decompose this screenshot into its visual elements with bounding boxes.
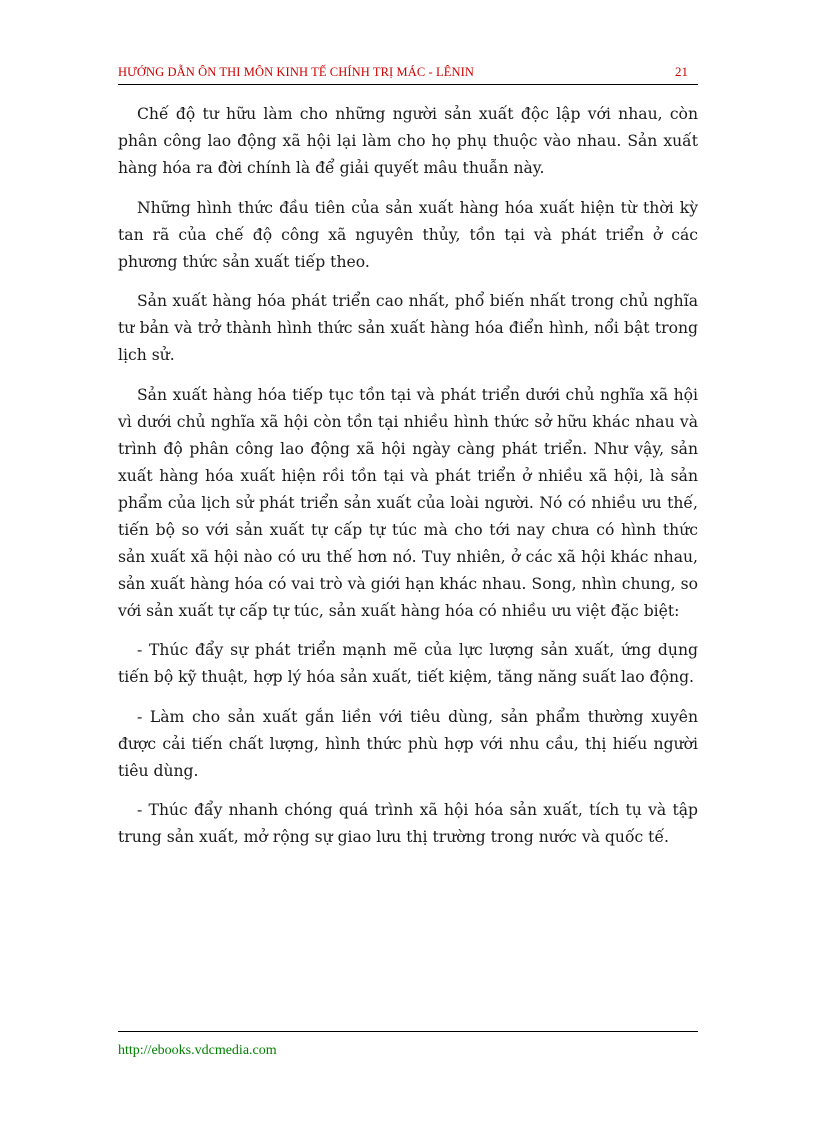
footer-divider [118,1031,698,1032]
page-header [118,64,698,85]
header-title: HƯỚNG DẪN ÔN THI MÔN KINH TẾ CHÍNH TRỊ MÁC - LÊNIN [118,65,474,79]
bullet-paragraph: - Thúc đẩy nhanh chóng quá trình xã hội hóa sản xuất, tích tụ và tập trung sản xuất, mở rộng sự giao lưu thị trường trong nước và quốc tế. [118,801,698,846]
paragraph: Sản xuất hàng hóa phát triển cao nhất, phổ biến nhất trong chủ nghĩa tư bản và trở thành hình thức sản xuất hàng hóa điển hình, nổi bật trong lịch sử. [118,292,698,364]
main-text [118,101,698,864]
paragraph: Những hình thức đầu tiên của sản xuất hàng hóa xuất hiện từ thời kỳ tan rã của chế độ công xã nguyên thủy, tồn tại và phát triển ở các phương thức sản xuất tiếp theo. [118,198,698,271]
paragraph: Sản xuất hàng hóa tiếp tục tồn tại và phát triển dưới chủ nghĩa xã hội vì dưới chủ nghĩa xã hội còn tồn tại nhiều hình thức sở hữu khác nhau và trình độ phân công lao động xã hội ngày càng phát triển. Như vậy, sản xuất hàng hóa xuất hiện rồi tồn tại và phát triển ở nhiều xã hội, là sản phẩm của lịch sử phát triển sản xuất của loài người. Nó có nhiều ưu thế, tiến bộ so với sản xuất tự cấp tự túc mà cho tới nay chưa có hình thức sản xuất xã hội nào có ưu thế hơn nó. Tuy nhiên, ở các xã hội khác nhau, sản xuất hàng hóa có vai trò và giới hạn khác nhau. Song, nhìn chung, so với sản xuất tự cấp tự túc, sản xuất hàng hóa có nhiều ưu việt đặc biệt: [118,385,698,620]
bullet-paragraph: - Làm cho sản xuất gắn liền với tiêu dùng, sản phẩm thường xuyên được cải tiến chất lượng, hình thức phù hợp với nhu cầu, thị hiếu người tiêu dùng. [118,707,698,780]
page-number: 21 [675,64,688,79]
bullet-paragraph: - Thúc đẩy sự phát triển mạnh mẽ của lực lượng sản xuất, ứng dụng tiến bộ kỹ thuật, hợp lý hóa sản xuất, tiết kiệm, tăng năng suất lao động. [118,641,698,686]
footer-url-link[interactable]: http://ebooks.vdcmedia.com [118,1043,277,1058]
paragraph: Chế độ tư hữu làm cho những người sản xuất độc lập với nhau, còn phân công lao động xã hội lại làm cho họ phụ thuộc vào nhau. Sản xuất hàng hóa ra đời chính là để giải quyết mâu thuẫn này. [118,105,698,177]
